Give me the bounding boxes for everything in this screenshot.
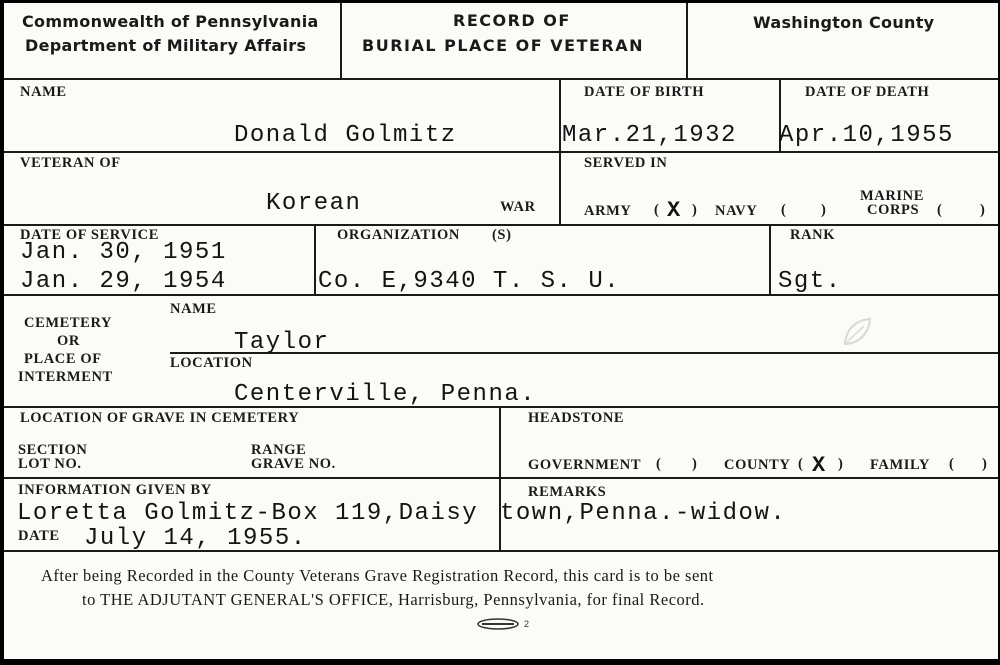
war-name: Korean: [266, 190, 362, 217]
army-paren-close: ): [692, 202, 698, 218]
county-title: Washington County: [753, 13, 935, 32]
footer-instruction-line2: to THE ADJUTANT GENERAL'S OFFICE, Harrisburg, Pennsylvania, for final Record.: [82, 590, 705, 609]
rule-row2-bottom: [4, 224, 998, 226]
date-of-service-label: DATE OF SERVICE: [20, 227, 160, 243]
service-start-date: Jan. 30, 1951: [20, 239, 227, 266]
rule-row1-dob: [559, 78, 561, 226]
rule-row1-bottom: [4, 151, 998, 153]
family-paren-open: (: [949, 456, 955, 472]
organization-label: ORGANIZATION: [337, 227, 460, 243]
cemetery-label-line1: CEMETERY: [24, 315, 113, 331]
navy-label: NAVY: [715, 203, 758, 219]
rank-value: Sgt.: [778, 268, 842, 295]
remarks-value: town,Penna.-widow.: [500, 500, 787, 527]
record-title-line2: BURIAL PLACE OF VETERAN: [362, 36, 645, 55]
rule-header-left: [340, 3, 342, 80]
county-paren-open: (: [798, 456, 804, 472]
cemetery-location-label: LOCATION: [170, 355, 253, 371]
section-label: SECTION: [18, 442, 88, 458]
cemetery-location-value: Centerville, Penna.: [234, 381, 537, 408]
government-paren-open: (: [656, 456, 662, 472]
served-in-label: SERVED IN: [584, 155, 668, 171]
cemetery-label-line2: OR: [57, 333, 80, 349]
rule-grave-bottom: [4, 477, 998, 479]
date-of-birth-label: DATE OF BIRTH: [584, 84, 705, 100]
organization-value: Co. E,9340 T. S. U.: [318, 268, 621, 295]
name-label: NAME: [20, 84, 67, 100]
rule-header-right: [686, 3, 688, 80]
svg-text:2: 2: [524, 619, 530, 629]
rank-label: RANK: [790, 227, 836, 243]
union-label-icon: [474, 617, 534, 631]
government-label: GOVERNMENT: [528, 457, 642, 473]
rule-header-bottom: [4, 78, 998, 80]
information-given-by-label: INFORMATION GIVEN BY: [18, 482, 212, 498]
record-title-line1: RECORD OF: [453, 11, 571, 30]
veteran-of-label: VETERAN OF: [20, 155, 121, 171]
informant-value: Loretta Golmitz-Box 119,Daisy: [17, 500, 479, 527]
organization-suffix: (S): [492, 227, 512, 243]
marine-paren-open: (: [937, 202, 943, 218]
rule-row3-org: [314, 224, 316, 296]
army-mark: X: [667, 198, 681, 223]
army-paren-open: (: [654, 202, 660, 218]
marine-paren-close: ): [980, 202, 986, 218]
rule-row3-rank: [769, 224, 771, 296]
government-paren-close: ): [692, 456, 698, 472]
footer-instruction-line1: After being Recorded in the County Veterans Grave Registration Record, this card is to be sent: [41, 566, 714, 585]
location-of-grave-label: LOCATION OF GRAVE IN CEMETERY: [20, 410, 300, 426]
remarks-label: REMARKS: [528, 484, 607, 500]
rule-grave-headstone: [499, 406, 501, 552]
headstone-label: HEADSTONE: [528, 410, 625, 426]
war-label: WAR: [500, 199, 536, 215]
navy-paren-close: ): [821, 202, 827, 218]
cemetery-name-value: Taylor: [234, 329, 330, 356]
date-of-death-label: DATE OF DEATH: [805, 84, 930, 100]
lot-no-label: LOT NO.: [18, 456, 82, 472]
grave-no-label: GRAVE NO.: [251, 456, 336, 472]
cemetery-label-line3: PLACE OF: [24, 351, 102, 367]
service-end-date: Jan. 29, 1954: [20, 268, 227, 295]
date-given-value: July 14, 1955.: [84, 525, 307, 552]
marine-label: MARINE: [860, 188, 925, 204]
navy-paren-open: (: [781, 202, 787, 218]
army-label: ARMY: [584, 203, 632, 219]
date-of-birth-value: Mar.21,1932: [562, 122, 737, 149]
cemetery-label-line4: INTERMENT: [18, 369, 113, 385]
range-label: RANGE: [251, 442, 307, 458]
family-label: FAMILY: [870, 457, 930, 473]
county-paren-close: ): [838, 456, 844, 472]
burial-record-card: [4, 3, 998, 659]
corps-label: CORPS: [867, 202, 920, 218]
department-title: Department of Military Affairs: [25, 36, 307, 55]
commonwealth-title: Commonwealth of Pennsylvania: [22, 12, 319, 31]
leaf-watermark-icon: [840, 315, 874, 349]
date-label: DATE: [18, 528, 60, 544]
family-paren-close: ): [982, 456, 988, 472]
county-label: COUNTY: [724, 457, 791, 473]
cemetery-name-label: NAME: [170, 301, 217, 317]
veteran-name: Donald Golmitz: [234, 122, 457, 149]
county-mark: X: [812, 453, 826, 478]
date-of-death-value: Apr.10,1955: [779, 122, 954, 149]
